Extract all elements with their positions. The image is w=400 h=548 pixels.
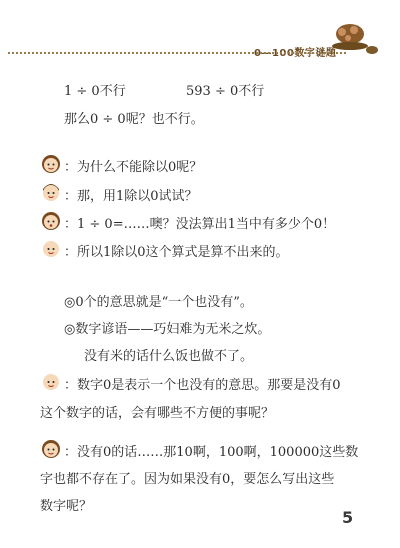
- text-line: 没有米的话什么饭也做不了。: [84, 349, 254, 364]
- dialogue-line: ：没有0的话……那10啊，100啊，100000这些数: [64, 445, 359, 460]
- boy-face-icon: [40, 370, 62, 392]
- dialogue-line: ：数字0是表示一个也没有的意思。那要是没有0: [64, 378, 341, 393]
- header-divider: [8, 52, 346, 54]
- girl-face-icon: [40, 437, 62, 459]
- text-line: 字也都不存在了。因为如果没有0，要怎么写出这些: [40, 472, 335, 487]
- girl-face-icon: [40, 209, 62, 231]
- text-line: 这个数字的话，会有哪些不方便的事呢？: [40, 406, 275, 421]
- dialogue-line: ：为什么不能除以0呢？: [64, 160, 203, 175]
- boy-face-icon: [40, 237, 62, 259]
- text-line: 数字呢？: [40, 499, 93, 514]
- dialogue-line: ：那，用1除以0试试？: [64, 189, 198, 204]
- header-title: 0—100数字谜题: [254, 48, 337, 59]
- dialogue-line: ：所以1除以0这个算式是算不出来的。: [64, 245, 289, 260]
- girl-face-icon: [40, 152, 62, 174]
- text-line: ◎数字谚语——巧妇难为无米之炊。: [64, 322, 271, 337]
- text-line: ◎0个的意思就是“一个也没有”。: [64, 295, 253, 310]
- boy-face-icon: [40, 181, 62, 203]
- page-number: 5: [342, 508, 354, 527]
- text-line: 1 ÷ 0不行: [64, 84, 126, 99]
- dialogue-line: ：1 ÷ 0=……噢？没法算出1当中有多少个0！: [64, 217, 336, 232]
- text-line: 那么0 ÷ 0呢？也不行。: [64, 112, 204, 127]
- text-line: 593 ÷ 0不行: [186, 84, 265, 99]
